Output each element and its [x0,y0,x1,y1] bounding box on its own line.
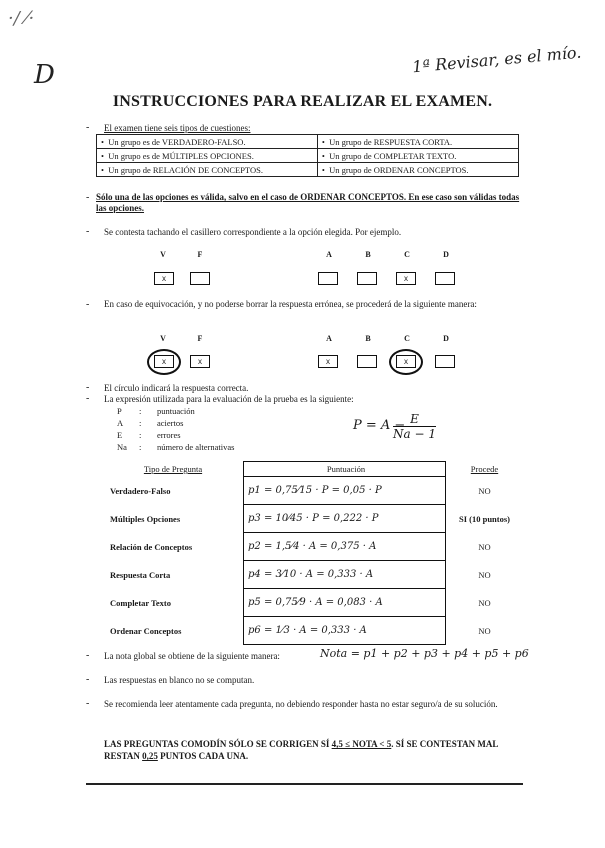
bullet: • [321,136,325,147]
checkbox-b[interactable] [357,272,377,285]
option-label-b: B [365,334,371,343]
table-row [104,533,523,561]
row-applies: SI (10 puntos) [458,513,511,524]
bullet: • [321,164,325,175]
option-label-b: B [365,250,371,259]
formula-denominator: Na − 1 [393,427,436,441]
score-formula-fraction [393,412,436,441]
formula-numerator: E [393,412,436,427]
type-cell [97,149,318,163]
row-applies: NO [478,541,491,552]
global-formula: Nota = p1 + p2 + p3 + p4 + p5 + p6 [320,647,529,660]
type-label: Un grupo de RESPUESTA CORTA. [329,136,453,147]
row-type: Ordenar Conceptos [110,625,182,636]
option-label-d: D [443,250,449,259]
legend-colon: : [139,442,142,452]
dash-bullet: - [86,393,90,404]
type-cell [97,163,318,177]
legend-value: número de alternativas [157,442,235,452]
row-applies: NO [478,569,491,580]
row-applies: NO [478,625,491,636]
row-type: Múltiples Opciones [110,513,181,524]
option-label-v: V [160,334,166,343]
rule-circle: El círculo indicará la respuesta correcta. [104,383,249,393]
option-label-d: D [443,334,449,343]
page-title: INSTRUCCIONES PARA REALIZAR EL EXAMEN. [112,93,493,110]
dash-bullet: - [86,192,90,203]
table-row [104,589,523,617]
checkbox-d[interactable] [435,355,455,368]
checkbox-v[interactable]: x [154,272,174,285]
question-types-table [96,134,519,177]
table-row [97,149,519,163]
type-cell [317,149,518,163]
row-score: p1 = 0,75⁄15 · P = 0,05 · P [244,477,446,505]
dash-bullet: - [86,674,90,685]
wildcard-range: 4,5 ≤ NOTA < 5 [331,739,392,749]
bullet: • [321,150,325,161]
rule-blank: Las respuestas en blanco no se computan. [104,675,255,685]
rule-error: En caso de equivocación, y no poderse borrar la respuesta errónea, se procederá de la siguiente manera: [104,299,477,309]
bullet: • [101,150,104,161]
legend-colon: : [139,418,142,428]
handwritten-note: 1ª Revisar, es el mío. [411,42,583,77]
checkbox-a[interactable]: x [318,355,338,368]
score-formula-lhs: P = A − [353,418,406,433]
option-label-f: F [197,334,203,343]
option-label-v: V [160,250,166,259]
type-cell [97,135,318,149]
rule-global: La nota global se obtiene de la siguiente manera: [104,651,280,661]
row-type: Completar Texto [110,597,171,608]
checkbox-f[interactable]: x [190,355,210,368]
option-label-c: C [404,250,410,259]
row-type: Relación de Conceptos [110,541,193,552]
score-table [104,461,523,645]
row-score: p5 = 0,75⁄9 · A = 0,083 · A [244,589,446,617]
type-cell [317,163,518,177]
row-score: p3 = 10⁄45 · P = 0,222 · P [244,505,446,533]
bullet: • [101,136,104,147]
header-score: Puntuación [244,462,446,477]
dash-bullet: - [86,650,90,661]
dash-bullet: - [86,299,90,310]
legend-value: puntuación [157,406,195,416]
table-row [104,617,523,645]
checkbox-c[interactable]: x [396,272,416,285]
row-applies: NO [478,485,491,496]
wildcard-note [104,738,522,762]
legend-colon: : [139,430,142,440]
bottom-divider [86,783,523,785]
legend-value: aciertos [157,418,184,428]
wildcard-text: . SÍ SE CONTESTAN MAL RESTAN [104,739,498,761]
rule-expression: La expresión utilizada para la evaluación de la prueba es la siguiente: [104,394,354,404]
pencil-mark: ·/ ⁄· [8,8,35,29]
legend-key: E [117,430,123,440]
row-score: p4 = 3⁄10 · A = 0,333 · A [244,561,446,589]
table-header-row [104,462,523,477]
rule-read: Se recomienda leer atentamente cada pregunta, no debiendo responder hasta no estar seguro/a de su solución. [104,699,498,709]
wildcard-text: LAS PREGUNTAS COMODÍN SÓLO SE CORRIGEN SÍ [104,739,332,749]
option-label-a: A [326,334,332,343]
option-label-c: C [404,334,410,343]
rule-one: Sólo una de las opciones es válida, salvo en el caso de ORDENAR CONCEPTOS. En ese caso son válidas todas las opciones. [96,192,520,213]
table-row [104,477,523,505]
checkbox-a[interactable] [318,272,338,285]
option-label-f: F [197,250,203,259]
type-cell [317,135,518,149]
header-type: Tipo de Pregunta [143,464,203,474]
legend-colon: : [139,406,142,416]
checkbox-c[interactable]: x [396,355,416,368]
option-label-a: A [326,250,332,259]
legend-key: A [117,418,124,428]
handwritten-letter: D [34,60,55,90]
checkbox-f[interactable] [190,272,210,285]
legend-key: P [117,406,122,416]
legend-value: errores [157,430,181,440]
type-label: Un grupo de COMPLETAR TEXTO. [329,150,457,161]
row-score: p2 = 1,5⁄4 · A = 0,375 · A [244,533,446,561]
checkbox-d[interactable] [435,272,455,285]
type-label: Un grupo es de VERDADERO-FALSO. [108,136,246,147]
wildcard-text: PUNTOS CADA UNA. [157,751,249,761]
row-applies: NO [478,597,491,608]
legend-key: Na [117,442,127,452]
dash-bullet: - [86,226,90,237]
dash-bullet: - [86,382,90,393]
dash-bullet: - [86,698,90,709]
dash-bullet: - [86,122,90,133]
checkbox-v[interactable]: x [154,355,174,368]
table-row [104,505,523,533]
header-applies: Procede [470,464,499,474]
table-row [104,561,523,589]
intro-text: El examen tiene seis tipos de cuestiones: [104,123,251,133]
table-row [97,135,519,149]
wildcard-points: 0,25 [142,751,158,761]
type-label: Un grupo de RELACIÓN DE CONCEPTOS. [108,164,263,175]
table-row [97,163,519,177]
row-type: Respuesta Corta [110,569,171,580]
bullet: • [101,164,104,175]
row-score: p6 = 1⁄3 · A = 0,333 · A [244,617,446,645]
type-label: Un grupo de ORDENAR CONCEPTOS. [329,164,469,175]
rule-mark: Se contesta tachando el casillero correspondiente a la opción elegida. Por ejemplo. [104,227,402,237]
type-label: Un grupo es de MÚLTIPLES OPCIONES. [108,150,254,161]
checkbox-b[interactable] [357,355,377,368]
row-type: Verdadero-Falso [110,485,171,496]
